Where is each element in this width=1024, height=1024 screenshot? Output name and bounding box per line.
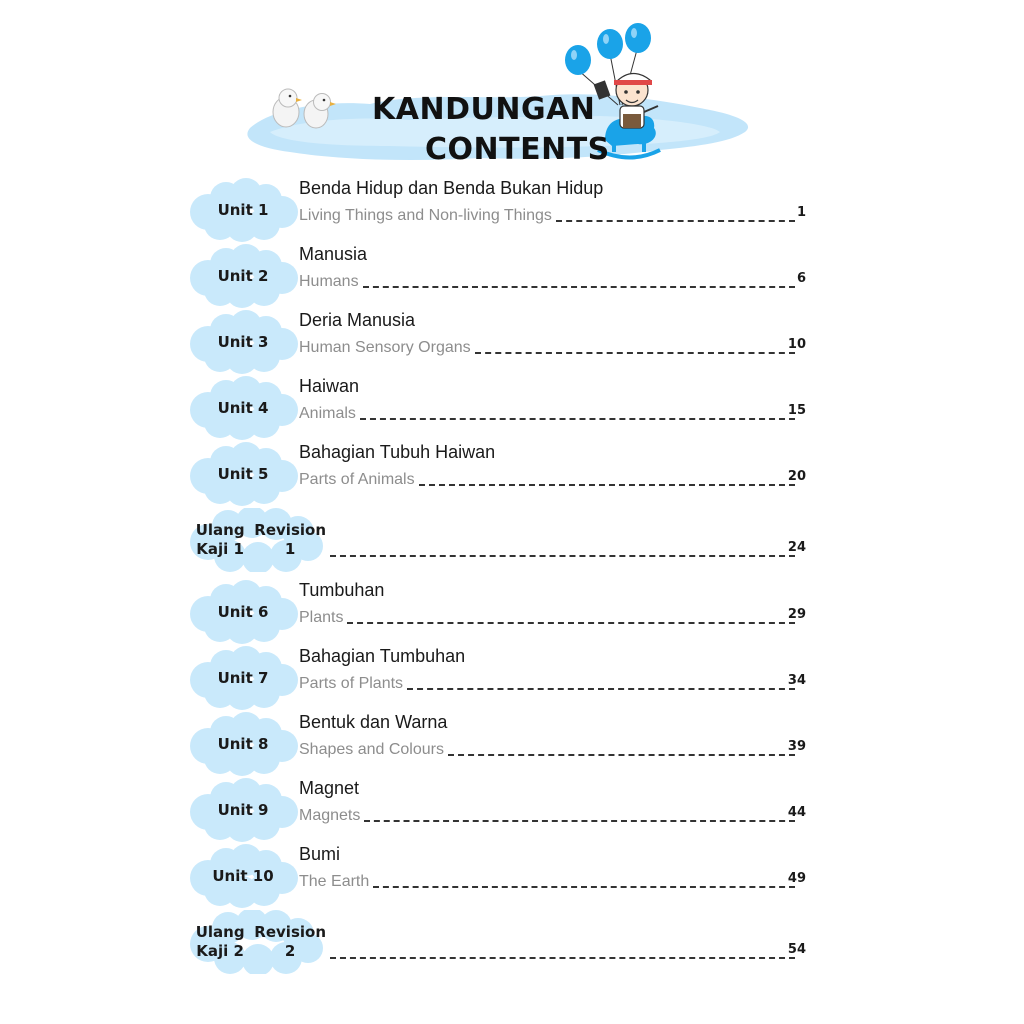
unit-title-ms: Benda Hidup dan Benda Bukan Hidup: [299, 178, 604, 198]
unit-badge: [186, 580, 300, 644]
unit-title-en: The Earth: [299, 873, 370, 890]
unit-title-ms: Bahagian Tumbuhan: [299, 646, 466, 666]
unit-title-en: Human Sensory Organs: [299, 339, 471, 356]
unit-badge-label: Unit 2: [217, 266, 269, 285]
unit-badge-label: Unit 8: [217, 734, 269, 753]
revision-badge-line-ms: Ulang Kaji 2: [195, 923, 245, 960]
dot-leader: [419, 484, 795, 486]
unit-badge-label: Unit 3: [217, 332, 269, 351]
unit-title-en: Animals: [299, 405, 356, 422]
unit-title-ms: Deria Manusia: [299, 310, 416, 330]
unit-badge: [186, 778, 300, 842]
dot-leader: [373, 886, 795, 888]
dot-leader: [347, 622, 795, 624]
unit-title-ms: Bahagian Tubuh Haiwan: [299, 442, 496, 462]
unit-title-ms: Manusia: [299, 244, 368, 264]
page-title: KANDUNGAN: [372, 92, 596, 127]
unit-title-ms: Bumi: [299, 844, 341, 864]
unit-title-en: Living Things and Non-living Things: [299, 207, 552, 224]
page-number: 44: [787, 805, 806, 820]
unit-badge-label: Unit 7: [217, 668, 269, 687]
unit-badge-label: Unit 4: [217, 398, 269, 417]
unit-title-en: Plants: [299, 609, 344, 626]
page-number: 39: [787, 739, 806, 754]
unit-badge: [186, 844, 300, 908]
dot-leader: [330, 957, 795, 959]
page-number: 6: [796, 271, 806, 286]
page-number: 15: [787, 403, 806, 418]
dot-leader: [407, 688, 795, 690]
dot-leader: [360, 418, 795, 420]
page-number: 49: [787, 871, 806, 886]
unit-badge-label: Unit 6: [217, 602, 269, 621]
unit-badge: [186, 646, 300, 710]
page-number: 10: [787, 337, 806, 352]
page-number: 54: [787, 942, 806, 957]
page-number: 34: [787, 673, 806, 688]
revision-badge-label: [186, 508, 326, 572]
unit-title-ms: Haiwan: [299, 376, 360, 396]
unit-title-ms: Bentuk dan Warna: [299, 712, 448, 732]
unit-badge-label: Unit 9: [217, 800, 269, 819]
dot-leader: [448, 754, 795, 756]
unit-badge-label: Unit 1: [217, 200, 269, 219]
dot-leader: [364, 820, 795, 822]
page-number: 20: [787, 469, 806, 484]
dot-leader: [475, 352, 795, 354]
unit-title-ms: Tumbuhan: [299, 580, 385, 600]
unit-badge-label: Unit 5: [217, 464, 269, 483]
revision-badge: [186, 508, 326, 572]
dot-leader: [330, 555, 795, 557]
revision-badge-label: [186, 910, 326, 974]
unit-badge: [186, 244, 300, 308]
unit-badge: [186, 442, 300, 506]
unit-badge: [186, 178, 300, 242]
page-number: 29: [787, 607, 806, 622]
page-number: 24: [787, 540, 806, 555]
revision-badge: [186, 910, 326, 974]
unit-badge: [186, 376, 300, 440]
revision-badge-line-en: Revision 2: [254, 923, 326, 960]
unit-title-en: Parts of Animals: [299, 471, 415, 488]
revision-badge-line-en: Revision 1: [254, 521, 326, 558]
unit-title-en: Parts of Plants: [299, 675, 404, 692]
unit-badge-label: Unit 10: [212, 866, 274, 885]
unit-title-ms: Magnet: [299, 778, 360, 798]
unit-badge: [186, 712, 300, 776]
unit-title-en: Magnets: [299, 807, 361, 824]
page-subtitle: CONTENTS: [425, 132, 610, 167]
unit-badge: [186, 310, 300, 374]
dot-leader: [556, 220, 795, 222]
revision-badge-line-ms: Ulang Kaji 1: [195, 521, 245, 558]
dot-leader: [363, 286, 795, 288]
unit-title-en: Humans: [299, 273, 359, 290]
page-number: 1: [796, 205, 806, 220]
unit-title-en: Shapes and Colours: [299, 741, 444, 758]
